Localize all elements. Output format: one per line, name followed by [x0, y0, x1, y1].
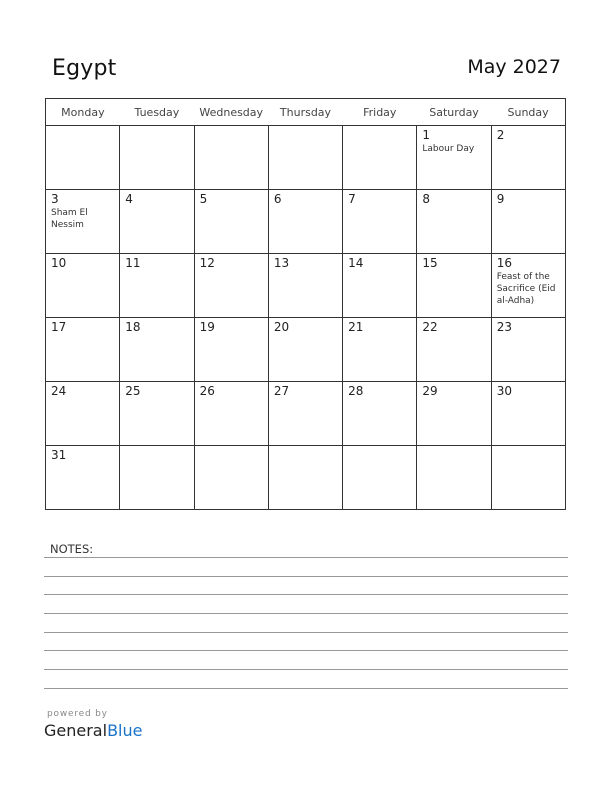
calendar-grid	[45, 98, 566, 510]
weekday-saturday: Saturday	[417, 99, 491, 126]
day-cell	[343, 318, 417, 382]
notes-label: NOTES:	[50, 542, 94, 556]
day-number: 2	[496, 128, 505, 142]
note-line	[44, 576, 568, 577]
day-cell	[417, 126, 491, 190]
day-number: 25	[125, 384, 141, 398]
day-number: 17	[51, 320, 67, 334]
day-cell	[120, 382, 194, 446]
month-title: May 2027	[467, 56, 561, 78]
week-row	[46, 318, 566, 382]
empty-day-cell	[491, 446, 565, 510]
week-row	[46, 190, 566, 254]
day-cell	[194, 254, 268, 318]
day-cell	[194, 190, 268, 254]
day-number: 29	[422, 384, 438, 398]
day-number: 18	[125, 320, 141, 334]
empty-day-cell	[268, 446, 342, 510]
day-number: 15	[422, 256, 438, 270]
day-number: 31	[51, 448, 67, 462]
day-cell	[491, 382, 565, 446]
generalblue-logo[interactable]	[44, 721, 142, 740]
day-cell	[46, 254, 120, 318]
empty-day-cell	[120, 126, 194, 190]
day-number: 21	[348, 320, 364, 334]
weekday-header-row	[46, 99, 566, 126]
day-number: 13	[273, 256, 290, 270]
empty-day-cell	[120, 446, 194, 510]
day-number: 6	[273, 192, 282, 206]
week-row	[46, 446, 566, 510]
day-cell	[268, 382, 342, 446]
day-cell	[120, 318, 194, 382]
note-line	[44, 688, 568, 689]
holiday-label: Labour Day	[422, 144, 475, 154]
day-number: 26	[199, 384, 215, 398]
day-cell	[343, 382, 417, 446]
day-number: 24	[51, 384, 67, 398]
country-title: Egypt	[52, 56, 117, 81]
day-number: 30	[496, 384, 512, 398]
day-cell	[491, 254, 565, 318]
day-cell	[417, 318, 491, 382]
weekday-sunday: Sunday	[491, 99, 565, 126]
weekday-friday: Friday	[343, 99, 417, 126]
note-line	[44, 557, 568, 558]
empty-day-cell	[46, 126, 120, 190]
empty-day-cell	[194, 446, 268, 510]
day-cell	[46, 318, 120, 382]
week-row	[46, 126, 566, 190]
empty-day-cell	[343, 126, 417, 190]
day-number: 14	[348, 256, 364, 270]
empty-day-cell	[268, 126, 342, 190]
day-number: 3	[51, 192, 59, 206]
day-cell	[120, 190, 194, 254]
note-line	[44, 669, 568, 670]
week-row	[46, 382, 566, 446]
day-cell	[491, 190, 565, 254]
day-number: 9	[496, 192, 505, 206]
weekday-thursday: Thursday	[268, 99, 342, 126]
week-row	[46, 254, 566, 318]
day-number: 10	[51, 256, 67, 270]
day-number: 12	[199, 256, 215, 270]
weekday-wednesday: Wednesday	[194, 99, 268, 126]
day-cell	[268, 190, 342, 254]
day-number: 27	[273, 384, 290, 398]
brand-blue: Blue	[107, 721, 143, 740]
day-number: 20	[273, 320, 290, 334]
day-cell	[46, 446, 120, 510]
empty-day-cell	[417, 446, 491, 510]
day-number: 1	[422, 128, 431, 142]
holiday-label: Sham El Nessim	[51, 208, 88, 230]
day-cell	[120, 254, 194, 318]
note-line	[44, 613, 568, 614]
day-number: 4	[125, 192, 133, 206]
day-cell	[194, 382, 268, 446]
powered-by-label: powered by	[47, 709, 108, 719]
day-number: 16	[496, 256, 512, 270]
weekday-tuesday: Tuesday	[120, 99, 194, 126]
day-cell	[268, 318, 342, 382]
day-cell	[491, 126, 565, 190]
holiday-label: Feast of the Sacrifice (Eid al-Adha)	[496, 272, 556, 306]
day-number: 19	[199, 320, 215, 334]
day-cell	[417, 382, 491, 446]
day-number: 5	[199, 192, 208, 206]
day-number: 22	[422, 320, 438, 334]
day-cell	[491, 318, 565, 382]
day-number: 7	[348, 192, 356, 206]
empty-day-cell	[194, 126, 268, 190]
weekday-monday: Monday	[46, 99, 120, 126]
day-cell	[343, 254, 417, 318]
note-line	[44, 594, 568, 595]
note-line	[44, 650, 568, 651]
day-cell	[268, 254, 342, 318]
day-number: 23	[496, 320, 512, 334]
empty-day-cell	[343, 446, 417, 510]
day-cell	[46, 190, 120, 254]
day-cell	[417, 190, 491, 254]
note-line	[44, 632, 568, 633]
day-cell	[417, 254, 491, 318]
day-cell	[194, 318, 268, 382]
day-cell	[343, 190, 417, 254]
day-number: 8	[422, 192, 431, 206]
day-number: 11	[125, 256, 141, 270]
brand-general: General	[44, 721, 108, 740]
day-number: 28	[348, 384, 364, 398]
day-cell	[46, 382, 120, 446]
